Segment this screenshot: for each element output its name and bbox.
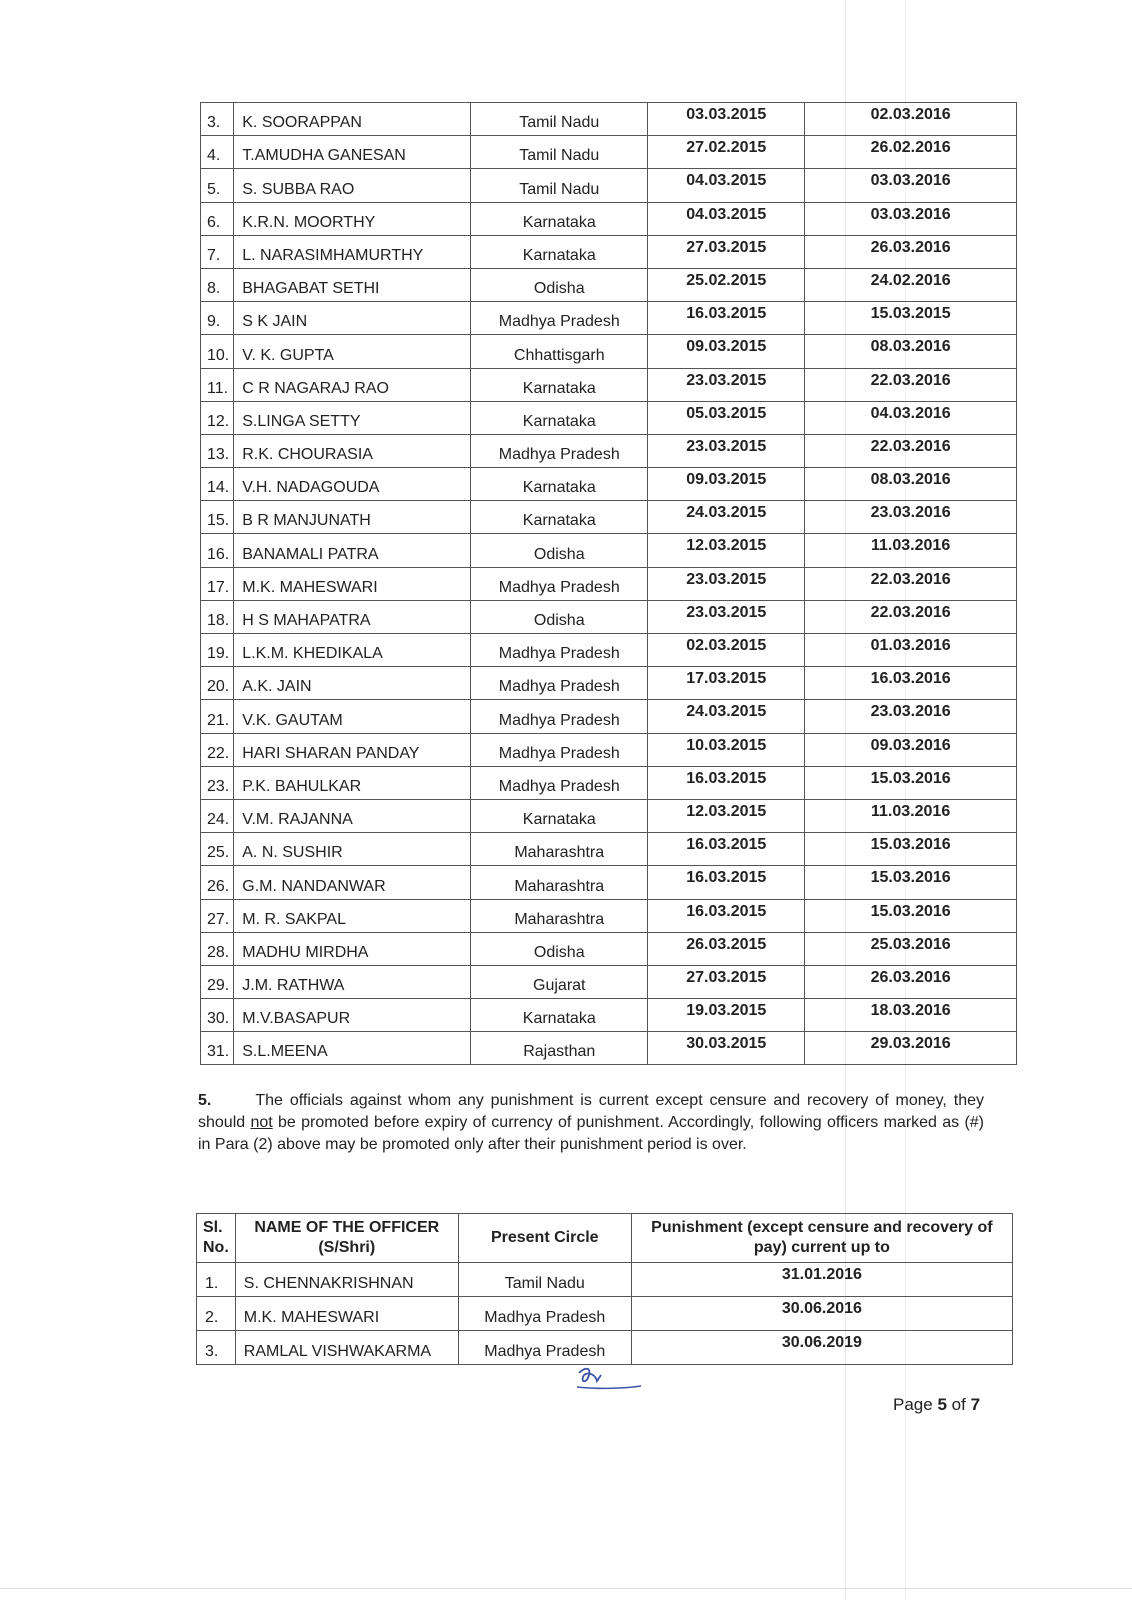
punishment-date-cell: 30.06.2019 [631, 1331, 1012, 1365]
officer-name-cell: J.M. RATHWA [234, 965, 471, 998]
officer-name-cell: H S MAHAPATRA [234, 600, 471, 633]
officer-name-cell: V.K. GAUTAM [234, 700, 471, 733]
table-row [201, 401, 1017, 434]
to-date-cell: 26.03.2016 [805, 235, 1017, 268]
table-row [201, 567, 1017, 600]
to-date-cell: 26.02.2016 [805, 136, 1017, 169]
officer-name-cell: M.V.BASAPUR [234, 999, 471, 1032]
from-date-cell: 23.03.2015 [648, 368, 805, 401]
paragraph-text-before: The officials against whom any punishment is current except censure and recovery of money, they should [198, 1092, 984, 1131]
officer-name-cell: K. SOORAPPAN [234, 103, 471, 136]
to-date-cell: 22.03.2016 [805, 567, 1017, 600]
circle-cell: Madhya Pradesh [471, 567, 648, 600]
circle-cell: Madhya Pradesh [458, 1331, 631, 1365]
from-date-cell: 16.03.2015 [648, 866, 805, 899]
officers-table [200, 102, 1017, 1065]
table-row [197, 1263, 1013, 1297]
officer-name-cell: V.M. RAJANNA [234, 799, 471, 832]
from-date-cell: 02.03.2015 [648, 634, 805, 667]
from-date-cell: 04.03.2015 [648, 169, 805, 202]
circle-cell: Odisha [471, 268, 648, 301]
table-row [201, 268, 1017, 301]
table-row [201, 202, 1017, 235]
from-date-cell: 16.03.2015 [648, 766, 805, 799]
table-row [201, 103, 1017, 136]
sl-no-cell: 17. [201, 567, 234, 600]
officer-name-cell: V.H. NADAGOUDA [234, 468, 471, 501]
officer-name-cell: L. NARASIMHAMURTHY [234, 235, 471, 268]
sl-no-cell: 2. [197, 1297, 236, 1331]
circle-cell: Karnataka [471, 368, 648, 401]
officer-name-cell: BANAMALI PATRA [234, 534, 471, 567]
officer-name-cell: S K JAIN [234, 302, 471, 335]
sl-no-cell: 30. [201, 999, 234, 1032]
circle-cell: Madhya Pradesh [471, 766, 648, 799]
circle-cell: Madhya Pradesh [471, 434, 648, 467]
sl-no-cell: 12. [201, 401, 234, 434]
circle-cell: Madhya Pradesh [458, 1297, 631, 1331]
sl-no-cell: 13. [201, 434, 234, 467]
officer-name-cell: A. N. SUSHIR [234, 833, 471, 866]
circle-cell: Karnataka [471, 999, 648, 1032]
table-row [201, 534, 1017, 567]
table-row [201, 136, 1017, 169]
page-total: 7 [970, 1395, 981, 1414]
to-date-cell: 04.03.2016 [805, 401, 1017, 434]
sl-no-cell: 23. [201, 766, 234, 799]
sl-no-cell: 6. [201, 202, 234, 235]
scan-artifact-line [0, 1588, 1132, 1589]
to-date-cell: 15.03.2016 [805, 899, 1017, 932]
table-row [201, 667, 1017, 700]
to-date-cell: 16.03.2016 [805, 667, 1017, 700]
sl-no-cell: 31. [201, 1032, 234, 1065]
to-date-cell: 09.03.2016 [805, 733, 1017, 766]
sl-no-cell: 25. [201, 833, 234, 866]
from-date-cell: 04.03.2015 [648, 202, 805, 235]
officer-name-cell: S.L.MEENA [234, 1032, 471, 1065]
circle-cell: Madhya Pradesh [471, 302, 648, 335]
circle-cell: Maharashtra [471, 833, 648, 866]
from-date-cell: 12.03.2015 [648, 534, 805, 567]
from-date-cell: 27.02.2015 [648, 136, 805, 169]
circle-cell: Gujarat [471, 965, 648, 998]
to-date-cell: 03.03.2016 [805, 169, 1017, 202]
officer-name-cell: HARI SHARAN PANDAY [234, 733, 471, 766]
sl-no-cell: 19. [201, 634, 234, 667]
officer-name-cell: L.K.M. KHEDIKALA [234, 634, 471, 667]
table-row [201, 302, 1017, 335]
sl-no-cell: 7. [201, 235, 234, 268]
paragraph-5 [198, 1090, 984, 1156]
to-date-cell: 25.03.2016 [805, 932, 1017, 965]
table-row [201, 766, 1017, 799]
sl-no-cell: 1. [197, 1263, 236, 1297]
officer-name-cell: RAMLAL VISHWAKARMA [235, 1331, 458, 1365]
circle-cell: Odisha [471, 600, 648, 633]
sl-no-cell: 29. [201, 965, 234, 998]
header-present-circle: Present Circle [458, 1214, 631, 1263]
table-row [201, 866, 1017, 899]
circle-cell: Rajasthan [471, 1032, 648, 1065]
to-date-cell: 24.02.2016 [805, 268, 1017, 301]
punishment-table [196, 1213, 1013, 1365]
sl-no-cell: 20. [201, 667, 234, 700]
to-date-cell: 23.03.2016 [805, 700, 1017, 733]
to-date-cell: 11.03.2016 [805, 534, 1017, 567]
officer-name-cell: P.K. BAHULKAR [234, 766, 471, 799]
officer-name-cell: S. SUBBA RAO [234, 169, 471, 202]
table-row [201, 600, 1017, 633]
circle-cell: Karnataka [471, 235, 648, 268]
to-date-cell: 23.03.2016 [805, 501, 1017, 534]
table-row [201, 700, 1017, 733]
table-row [201, 1032, 1017, 1065]
table-row [197, 1331, 1013, 1365]
table-row [201, 733, 1017, 766]
to-date-cell: 26.03.2016 [805, 965, 1017, 998]
officer-name-cell: MADHU MIRDHA [234, 932, 471, 965]
sl-no-cell: 28. [201, 932, 234, 965]
paragraph-number: 5. [198, 1092, 212, 1109]
to-date-cell: 08.03.2016 [805, 468, 1017, 501]
table-row [201, 501, 1017, 534]
signature-icon [575, 1365, 645, 1395]
to-date-cell: 15.03.2015 [805, 302, 1017, 335]
table-row [201, 899, 1017, 932]
to-date-cell: 29.03.2016 [805, 1032, 1017, 1065]
circle-cell: Odisha [471, 534, 648, 567]
table-row [201, 932, 1017, 965]
page-number [893, 1395, 980, 1415]
sl-no-cell: 11. [201, 368, 234, 401]
to-date-cell: 11.03.2016 [805, 799, 1017, 832]
to-date-cell: 22.03.2016 [805, 368, 1017, 401]
to-date-cell: 15.03.2016 [805, 833, 1017, 866]
from-date-cell: 12.03.2015 [648, 799, 805, 832]
table-row [201, 169, 1017, 202]
officers-table-body [201, 103, 1017, 1065]
from-date-cell: 16.03.2015 [648, 302, 805, 335]
to-date-cell: 03.03.2016 [805, 202, 1017, 235]
to-date-cell: 15.03.2016 [805, 766, 1017, 799]
table-row [201, 235, 1017, 268]
sl-no-cell: 24. [201, 799, 234, 832]
from-date-cell: 09.03.2015 [648, 335, 805, 368]
table-row [201, 999, 1017, 1032]
circle-cell: Karnataka [471, 401, 648, 434]
from-date-cell: 03.03.2015 [648, 103, 805, 136]
from-date-cell: 27.03.2015 [648, 235, 805, 268]
table-row [201, 368, 1017, 401]
officer-name-cell: G.M. NANDANWAR [234, 866, 471, 899]
circle-cell: Madhya Pradesh [471, 733, 648, 766]
page-current: 5 [937, 1395, 947, 1414]
sl-no-cell: 3. [197, 1331, 236, 1365]
from-date-cell: 16.03.2015 [648, 833, 805, 866]
officer-name-cell: B R MANJUNATH [234, 501, 471, 534]
punishment-date-cell: 30.06.2016 [631, 1297, 1012, 1331]
from-date-cell: 26.03.2015 [648, 932, 805, 965]
header-officer-name: NAME OF THE OFFICER (S/Shri) [235, 1214, 458, 1263]
sl-no-cell: 16. [201, 534, 234, 567]
sl-no-cell: 26. [201, 866, 234, 899]
officer-name-cell: S. CHENNAKRISHNAN [235, 1263, 458, 1297]
from-date-cell: 23.03.2015 [648, 434, 805, 467]
paragraph-underlined-word: not [250, 1114, 273, 1131]
from-date-cell: 23.03.2015 [648, 600, 805, 633]
sl-no-cell: 3. [201, 103, 234, 136]
table-row [201, 634, 1017, 667]
punishment-date-cell: 31.01.2016 [631, 1263, 1012, 1297]
from-date-cell: 23.03.2015 [648, 567, 805, 600]
circle-cell: Karnataka [471, 202, 648, 235]
circle-cell: Madhya Pradesh [471, 667, 648, 700]
table-row [201, 833, 1017, 866]
officer-name-cell: K.R.N. MOORTHY [234, 202, 471, 235]
to-date-cell: 15.03.2016 [805, 866, 1017, 899]
sl-no-cell: 14. [201, 468, 234, 501]
from-date-cell: 10.03.2015 [648, 733, 805, 766]
punishment-table-header [197, 1214, 1013, 1263]
from-date-cell: 05.03.2015 [648, 401, 805, 434]
sl-no-cell: 18. [201, 600, 234, 633]
from-date-cell: 25.02.2015 [648, 268, 805, 301]
from-date-cell: 24.03.2015 [648, 700, 805, 733]
to-date-cell: 22.03.2016 [805, 600, 1017, 633]
circle-cell: Maharashtra [471, 866, 648, 899]
page-prefix: Page [893, 1395, 933, 1414]
table-row [201, 799, 1017, 832]
circle-cell: Tamil Nadu [471, 136, 648, 169]
sl-no-cell: 27. [201, 899, 234, 932]
officer-name-cell: C R NAGARAJ RAO [234, 368, 471, 401]
circle-cell: Karnataka [471, 799, 648, 832]
circle-cell: Odisha [471, 932, 648, 965]
officer-name-cell: A.K. JAIN [234, 667, 471, 700]
sl-no-cell: 9. [201, 302, 234, 335]
circle-cell: Karnataka [471, 501, 648, 534]
table-row [197, 1297, 1013, 1331]
circle-cell: Maharashtra [471, 899, 648, 932]
officer-name-cell: R.K. CHOURASIA [234, 434, 471, 467]
circle-cell: Karnataka [471, 468, 648, 501]
to-date-cell: 18.03.2016 [805, 999, 1017, 1032]
sl-no-cell: 22. [201, 733, 234, 766]
table-row [201, 468, 1017, 501]
officer-name-cell: M.K. MAHESWARI [234, 567, 471, 600]
header-sl-no: Sl. No. [197, 1214, 236, 1263]
header-punishment: Punishment (except censure and recovery of pay) current up to [631, 1214, 1012, 1263]
circle-cell: Tamil Nadu [458, 1263, 631, 1297]
punishment-table-body [197, 1263, 1013, 1365]
officer-name-cell: BHAGABAT SETHI [234, 268, 471, 301]
officer-name-cell: M.K. MAHESWARI [235, 1297, 458, 1331]
from-date-cell: 16.03.2015 [648, 899, 805, 932]
circle-cell: Tamil Nadu [471, 169, 648, 202]
officer-name-cell: T.AMUDHA GANESAN [234, 136, 471, 169]
sl-no-cell: 15. [201, 501, 234, 534]
to-date-cell: 02.03.2016 [805, 103, 1017, 136]
from-date-cell: 09.03.2015 [648, 468, 805, 501]
from-date-cell: 19.03.2015 [648, 999, 805, 1032]
from-date-cell: 17.03.2015 [648, 667, 805, 700]
sl-no-cell: 21. [201, 700, 234, 733]
to-date-cell: 01.03.2016 [805, 634, 1017, 667]
sl-no-cell: 10. [201, 335, 234, 368]
from-date-cell: 30.03.2015 [648, 1032, 805, 1065]
paragraph-text-after: be promoted before expiry of currency of punishment. Accordingly, following officers marked as (#) in Para (2) above may be promoted only after their punishment period is over. [198, 1114, 985, 1153]
sl-no-cell: 8. [201, 268, 234, 301]
to-date-cell: 22.03.2016 [805, 434, 1017, 467]
sl-no-cell: 5. [201, 169, 234, 202]
table-row [201, 965, 1017, 998]
table-row [201, 335, 1017, 368]
circle-cell: Tamil Nadu [471, 103, 648, 136]
circle-cell: Madhya Pradesh [471, 700, 648, 733]
officer-name-cell: S.LINGA SETTY [234, 401, 471, 434]
page-of: of [951, 1395, 966, 1414]
circle-cell: Chhattisgarh [471, 335, 648, 368]
officer-name-cell: M. R. SAKPAL [234, 899, 471, 932]
table-row [201, 434, 1017, 467]
to-date-cell: 08.03.2016 [805, 335, 1017, 368]
sl-no-cell: 4. [201, 136, 234, 169]
officer-name-cell: V. K. GUPTA [234, 335, 471, 368]
from-date-cell: 24.03.2015 [648, 501, 805, 534]
from-date-cell: 27.03.2015 [648, 965, 805, 998]
circle-cell: Madhya Pradesh [471, 634, 648, 667]
